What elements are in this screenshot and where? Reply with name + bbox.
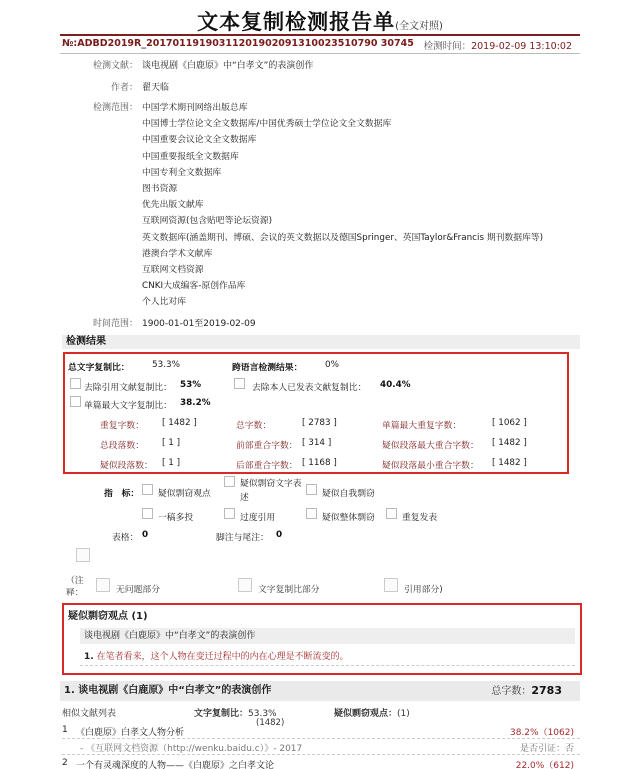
para-count-value: [ 1 ] (162, 438, 181, 448)
max-dup-label: 单篇最大重复字数： (382, 421, 462, 431)
legend-note: （注释： (66, 576, 84, 598)
table-count-label: 表格： (112, 533, 139, 543)
range-label: 时间范围： (92, 319, 138, 329)
max-dup-value: [ 1062 ] (492, 418, 527, 428)
results-section-title: 检测结果 (62, 335, 580, 349)
scope-item: 中国重要报纸全文数据库 (142, 151, 239, 162)
total-chars-value: [ 2783 ] (302, 418, 337, 428)
header-divider (60, 53, 580, 54)
document-header (60, 681, 580, 701)
report-title-main: 文本复制检测报告单 (197, 10, 396, 34)
max-para-overlap-value: [ 1482 ] (492, 438, 527, 448)
indicator-checkbox-4[interactable] (224, 508, 235, 519)
indicator-checkbox-5[interactable] (306, 508, 317, 519)
total-copy-value: 53.3% (152, 360, 180, 370)
back-overlap-label: 后部重合字数： (236, 461, 298, 471)
scope-item: 个人比对库 (142, 297, 186, 308)
doc-copy-ratio: 文字复制比：53.3% (194, 709, 277, 719)
source-1-number: 1 (62, 725, 68, 735)
plagiarism-title: 疑似剽窃观点 (1) (68, 611, 148, 622)
indicator-checkbox-2[interactable] (306, 484, 317, 495)
plagiarism-item-number: 1. (84, 652, 94, 662)
footnote-value: 0 (276, 530, 283, 540)
sus-para-value: [ 1 ] (162, 458, 181, 468)
total-chars-label: 总字数： (236, 421, 272, 431)
indicator-label-6: 重复发表 (402, 513, 438, 523)
plagiarism-doc-title: 谈电视剧《白鹿原》中“白孝文”的表演创作 (80, 628, 575, 644)
doc-label: 检测文献： (92, 61, 138, 71)
max-para-label: 单篇最大文字复制比： (84, 401, 172, 411)
front-overlap-label: 前部重合字数： (236, 441, 298, 451)
excl-ref-label: 去除引用文献复制比： (84, 383, 172, 393)
excl-self-checkbox[interactable] (234, 378, 245, 389)
indicator-label-0: 疑似剽窃观点 (158, 489, 211, 499)
scope-item: 中国重要会议论文全文数据库 (142, 135, 257, 146)
report-header-row (62, 38, 578, 52)
front-overlap-value: [ 314 ] (302, 438, 332, 448)
source-1-detail (62, 741, 580, 755)
scope-item: CNKI大成编客-原创作品库 (142, 281, 246, 292)
indicator-label-3: 一稿多投 (158, 513, 194, 523)
scope-item: 港澳台学术文献库 (142, 248, 213, 259)
indicator-checkbox-0[interactable] (142, 484, 153, 495)
report-title-sub: (全文对照) (395, 21, 443, 32)
legend-swatch-2 (384, 578, 398, 592)
indicator-label-2: 疑似自我剽窃 (322, 489, 375, 499)
para-count-label: 总段落数： (100, 441, 144, 451)
report-title (0, 6, 640, 36)
indicator-label-5: 疑似整体剽窃 (322, 513, 375, 523)
author-value: 翟天临 (142, 83, 170, 93)
excl-ref-checkbox[interactable] (70, 378, 81, 389)
excl-ref-value: 53% (180, 380, 202, 390)
indicators-label: 指 标： (104, 489, 140, 499)
check-time: 检测时间：2019-02-09 13:10:02 (423, 41, 572, 52)
doc-plag-count: 疑似剽窃观点：(1) (334, 709, 410, 719)
source-1-cite: 是否引证：否 (519, 744, 574, 754)
range-value: 1900-01-01至2019-02-09 (142, 319, 256, 329)
max-para-checkbox[interactable] (70, 396, 81, 407)
cross-lang-label: 跨语言检测结果： (232, 363, 303, 373)
max-para-value: 38.2% (180, 398, 211, 408)
footnote-label: 脚注与尾注： (216, 533, 269, 543)
excl-self-value: 40.4% (380, 380, 411, 390)
results-highlight-box (63, 352, 569, 474)
plagiarism-item[interactable] (80, 648, 575, 666)
author-label: 作者： (110, 83, 138, 93)
legend-label-2: 引用部分) (404, 585, 443, 595)
indicator-label-1: 疑似剽窃文字表述 (240, 479, 302, 503)
cross-lang-value: 0% (325, 360, 339, 370)
dup-chars-label: 重复字数： (100, 421, 144, 431)
legend-swatch-1 (238, 578, 252, 592)
source-row-1[interactable] (62, 725, 580, 739)
scope-item: 中国专利全文数据库 (142, 167, 222, 178)
source-1-title[interactable]: 《白鹿原》白孝文人物分析 (76, 728, 185, 738)
indicator-checkbox-6[interactable] (386, 508, 397, 519)
source-row-2[interactable] (62, 758, 580, 769)
sus-para-label: 疑似段落数： (100, 461, 153, 471)
indicator-checkbox-1[interactable] (224, 476, 235, 487)
scope-item: 优先出版文献库 (142, 200, 204, 211)
back-overlap-value: [ 1168 ] (302, 458, 337, 468)
source-2-title[interactable]: 一个有灵魂深度的人物——《白鹿原》之白孝文论 (76, 761, 275, 769)
scope-item: 图书资源 (142, 184, 178, 194)
source-2-number: 2 (62, 758, 68, 768)
legend-label-0: 无问题部分 (116, 585, 160, 595)
source-1-sub: - 《互联网文档资源（http://wenku.baidu.c）》- 2017 (80, 744, 303, 754)
report-number: №:ADBD2019R_20170119190311201902091310023510790 30745 (62, 38, 414, 49)
title-divider (60, 34, 580, 36)
scope-item: 互联网文档资源 (142, 265, 204, 275)
min-para-overlap-value: [ 1482 ] (492, 458, 527, 468)
similar-list-header (62, 706, 580, 728)
plagiarism-item-text: 在笔者看来，这个人物在变迁过程中的内在心理是不断流变的。 (96, 652, 349, 662)
total-copy-label: 总文字复制比： (68, 363, 130, 373)
similar-list-label: 相似文献列表 (62, 709, 117, 719)
scope-label: 检测范围： (92, 103, 138, 113)
source-1-score: 38.2%（1062) (509, 728, 574, 738)
table-count-value: 0 (142, 530, 149, 540)
source-2-score: 22.0%（612) (515, 761, 574, 769)
document-title: 1. 谈电视剧《白鹿原》中“白孝文”的表演创作 (64, 685, 272, 696)
indicator-checkbox-3[interactable] (142, 508, 153, 519)
indicator-label-4: 过度引用 (240, 513, 276, 523)
min-para-overlap-label: 疑似段落最小重合字数： (382, 461, 479, 471)
scope-item: 中国学术期刊网络出版总库 (142, 103, 248, 113)
doc-value: 谈电视剧《白鹿原》中“白孝文”的表演创作 (142, 61, 314, 71)
excl-self-label: 去除本人已发表文献复制比： (252, 383, 367, 393)
scope-item: 互联网资源(包含贴吧等论坛资源) (142, 216, 273, 227)
document-total-chars: 总字数：2783 (491, 684, 562, 697)
doc-copy-sub: (1482) (256, 718, 285, 728)
scope-item: 英文数据库(涵盖期刊、博硕、会议的英文数据以及德国Springer、英国Taylor&Francis 期刊数据库等) (142, 232, 544, 243)
dup-chars-value: [ 1482 ] (162, 418, 197, 428)
legend-swatch-0 (96, 578, 110, 592)
legend-label-1: 文字复制比部分 (258, 585, 320, 595)
legend-empty-swatch (76, 548, 90, 562)
scope-item: 中国博士学位论文全文数据库/中国优秀硕士学位论文全文数据库 (142, 119, 392, 130)
max-para-overlap-label: 疑似段落最大重合字数： (382, 441, 479, 451)
